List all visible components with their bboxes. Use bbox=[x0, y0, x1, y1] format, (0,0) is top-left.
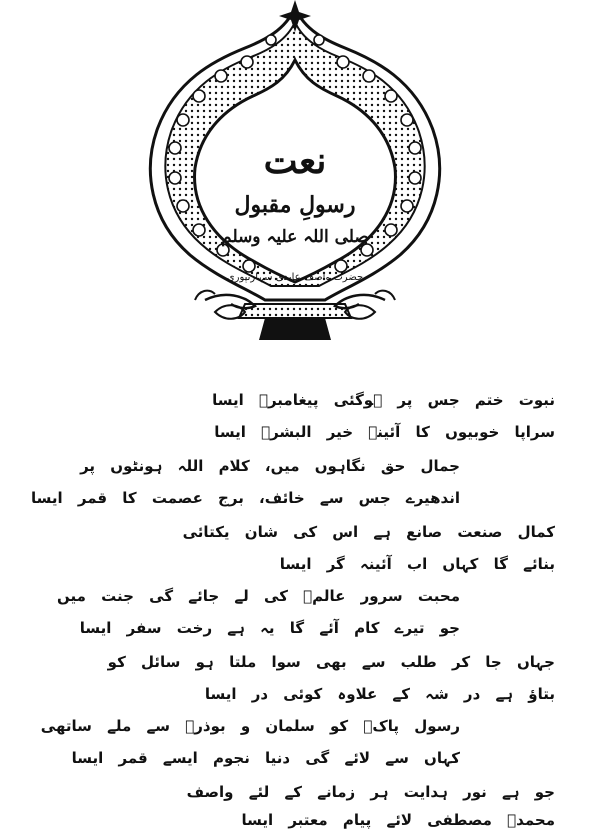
verse-line: جمال حق نگاہوں میں، کلام اللہ ہونٹوں پر bbox=[80, 457, 460, 475]
verse-line: محمدؐ مصطفی لائے پیام معتبر ایسا bbox=[241, 811, 555, 829]
verse-line: جہاں جا کر طلب سے بھی سوا ملتا ہو سائل کو bbox=[107, 653, 555, 671]
verse-line: محبت سرور عالمؐ کی لے جائے گی جنت میں bbox=[57, 587, 460, 605]
salutation: صلی اللہ علیہ وسلم bbox=[221, 227, 369, 247]
title: نعت bbox=[263, 140, 327, 182]
emblem bbox=[135, 0, 455, 345]
verse-line: سراپا خوبیوں کا آئینہ خیر البشرؐ ایسا bbox=[214, 423, 555, 441]
verse-line: اندھیرے جس سے خائف، برج عصمت کا قمر ایسا bbox=[30, 489, 460, 507]
verse-line: بنائے گا کہاں اب آئینہ گر ایسا bbox=[279, 555, 555, 573]
verse-line: جو ہے نور ہدایت ہر زمانے کے لئے واصف bbox=[186, 783, 555, 801]
author: حضرت واصف عابدی سہارنپوری bbox=[226, 272, 364, 283]
verse-line: کمال صنعت صانع ہے اس کی شان یکتائی bbox=[182, 523, 555, 541]
verse-line: بتاؤ ہے در شہ کے علاوہ کوئی در ایسا bbox=[204, 685, 555, 703]
verse-line: نبوت ختم جس پر ہوگئی پیغامبرؐ ایسا bbox=[212, 391, 555, 409]
verse-line: رسول پاکؐ کو سلمان و بوذرؓ سے ملے ساتھی bbox=[40, 717, 460, 735]
verse-line: کہاں سے لائے گی دنیا نجوم ایسے قمر ایسا bbox=[71, 749, 460, 767]
verse-line: جو تیرے کام آئے گا یہ ہے رخت سفر ایسا bbox=[79, 619, 460, 637]
subtitle: رسولِ مقبول bbox=[234, 192, 356, 218]
